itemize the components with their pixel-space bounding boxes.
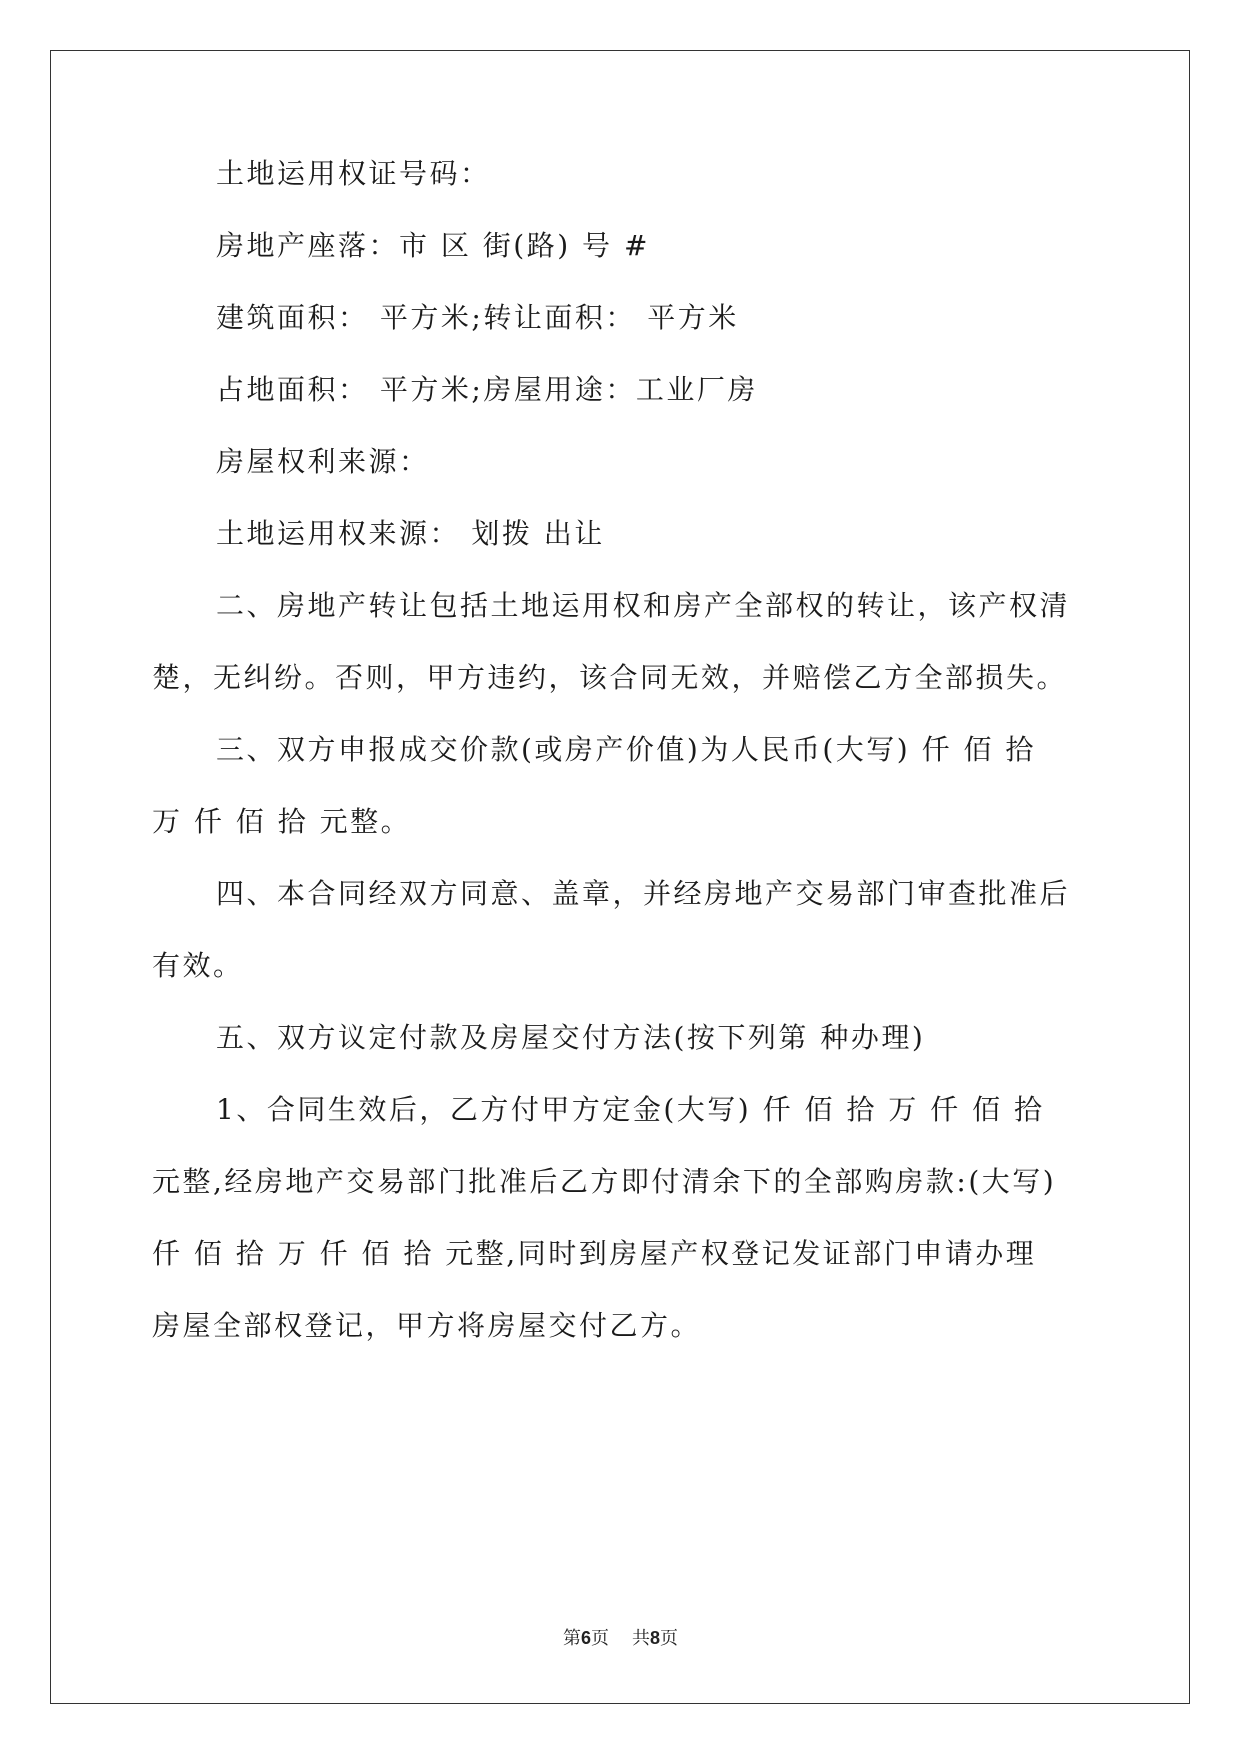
text-line: 仟 佰 拾 万 仟 佰 拾 元整,同时到房屋产权登记发证部门申请办理: [152, 1237, 1037, 1270]
current-page-number: 6: [581, 1628, 592, 1648]
text-line: 有效。: [152, 949, 244, 982]
footer-total-prefix: 共: [631, 1628, 650, 1649]
total-page-number: 8: [649, 1628, 660, 1648]
text-line: 占地面积： 平方米;房屋用途：工业厂房: [216, 373, 758, 406]
footer-page-suffix: 页: [591, 1628, 610, 1649]
text-line: 四、本合同经双方同意、盖章，并经房地产交易部门审查批准后: [216, 877, 1071, 910]
text-line: 元整,经房地产交易部门批准后乙方即付清余下的全部购房款:(大写): [152, 1165, 1057, 1198]
text-line: 万 仟 佰 拾 元整。: [152, 805, 412, 838]
text-line: 五、双方议定付款及房屋交付方法(按下列第 种办理): [216, 1021, 926, 1054]
text-line: 二、房地产转让包括土地运用权和房产全部权的转让，该产权清: [216, 589, 1071, 622]
text-line: 1、合同生效后，乙方付甲方定金(大写) 仟 佰 拾 万 仟 佰 拾: [216, 1093, 1045, 1126]
page-footer: [0, 1626, 1241, 1651]
text-line: 土地运用权证号码：: [216, 157, 491, 190]
text-line: 三、双方申报成交价款(或房产价值)为人民币(大写) 仟 佰 拾: [216, 733, 1036, 766]
text-line: 楚，无纠纷。否则，甲方违约，该合同无效，并赔偿乙方全部损失。: [152, 661, 1068, 694]
text-line: 房屋权利来源：: [216, 445, 430, 478]
footer-prefix: 第: [563, 1628, 582, 1649]
text-line: 建筑面积： 平方米;转让面积： 平方米: [216, 301, 739, 334]
text-line: 房地产座落：市 区 街(路) 号 #: [216, 229, 650, 262]
text-line: 土地运用权来源： 划拨 出让: [216, 517, 605, 550]
text-line: 房屋全部权登记，甲方将房屋交付乙方。: [152, 1309, 702, 1342]
footer-total-suffix: 页: [659, 1628, 678, 1649]
